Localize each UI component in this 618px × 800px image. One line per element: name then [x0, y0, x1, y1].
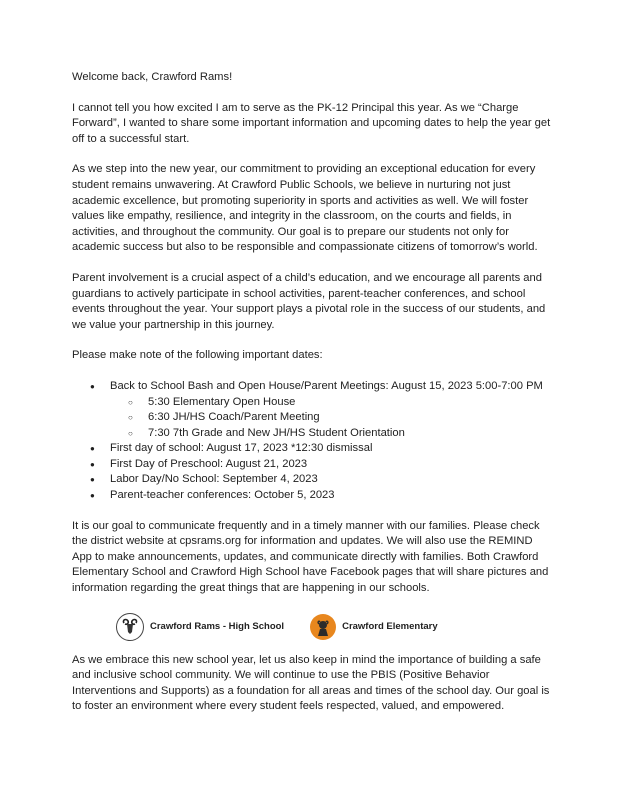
list-item	[72, 472, 552, 488]
bash-schedule-list	[110, 395, 552, 442]
date-back-to-school-bash: Back to School Bash and Open House/Parent Meetings: August 15, 2023 5:00-7:00 PM	[110, 379, 543, 392]
parent-involvement-paragraph: Parent involvement is a crucial aspect of a child’s education, and we encourage all parents and guardians to actively participate in school activities, parent-teacher conferences, and school events throughout the year. Your support plays a pivotal role in the success of our students, and we value your partnership in this journey.	[72, 271, 546, 331]
dates-intro: Please make note of the following important dates:	[72, 349, 323, 362]
list-item	[110, 426, 552, 442]
intro-paragraph: I cannot tell you how excited I am to serve as the PK-12 Principal this year. As we “Charge Forward”, I wanted to share some important information and upcoming dates to help the year get off to a successful start.	[72, 101, 551, 145]
list-item	[72, 457, 552, 473]
facebook-name-high-school: Crawford Rams - High School	[150, 620, 285, 632]
commitment-paragraph: As we step into the new year, our commitment to providing an exceptional education for every student remains unwavering. At Crawford Public Schools, we believe in nurturing not just academic excellence, but promoting superiority in sports and activities as well. We will foster values like empathy, resilience, and integrity in the classroom, on the courts and fields, in activities, and throughout the community. Our goal is to prepare our students not only for academic success but also to be responsible and compassionate citizens of tomorrow’s world.	[72, 163, 538, 254]
date-first-day: First day of school: August 17, 2023 *12:30 dismissal	[110, 442, 373, 455]
important-dates-list	[72, 379, 552, 504]
facebook-pages	[116, 612, 552, 642]
ram-mascot-icon	[310, 614, 336, 640]
ram-logo-icon	[116, 613, 144, 641]
date-preschool: First Day of Preschool: August 21, 2023	[110, 457, 308, 470]
school-community-paragraph: As we embrace this new school year, let us also keep in mind the importance of building a safe and inclusive school community. We will continue to use the PBIS (Positive Behavior Interventions and Supports) as a foundation for all areas and times of the school day. Our goal is to foster an environment where every student feels respected, valued, and empowered.	[72, 653, 550, 713]
communication-paragraph: It is our goal to communicate frequently and in a timely manner with our families. Please check the district website at cpsrams.org for information and updates. We will also use the REMIND App to make announcements, updates, and communicate directly with families. Both Crawford Elementary School and Crawford High School have Facebook pages that will share pictures and information regarding the great things that are happening in our schools.	[72, 519, 549, 595]
date-labor-day: Labor Day/No School: September 4, 2023	[110, 473, 318, 486]
elementary-open-house: 5:30 Elementary Open House	[148, 395, 296, 408]
date-conferences: Parent-teacher conferences: October 5, 2023	[110, 489, 335, 502]
list-item	[72, 379, 552, 441]
facebook-link-elementary[interactable]	[310, 614, 438, 640]
list-item	[72, 488, 552, 504]
list-item	[110, 395, 552, 411]
list-item	[110, 410, 552, 426]
greeting: Welcome back, Crawford Rams!	[72, 71, 233, 83]
list-item	[72, 441, 552, 457]
facebook-link-high-school[interactable]	[116, 613, 284, 641]
facebook-name-elementary: Crawford Elementary	[342, 620, 438, 632]
student-orientation: 7:30 7th Grade and New JH/HS Student Orientation	[148, 426, 405, 439]
coach-parent-meeting: 6:30 JH/HS Coach/Parent Meeting	[148, 411, 320, 424]
